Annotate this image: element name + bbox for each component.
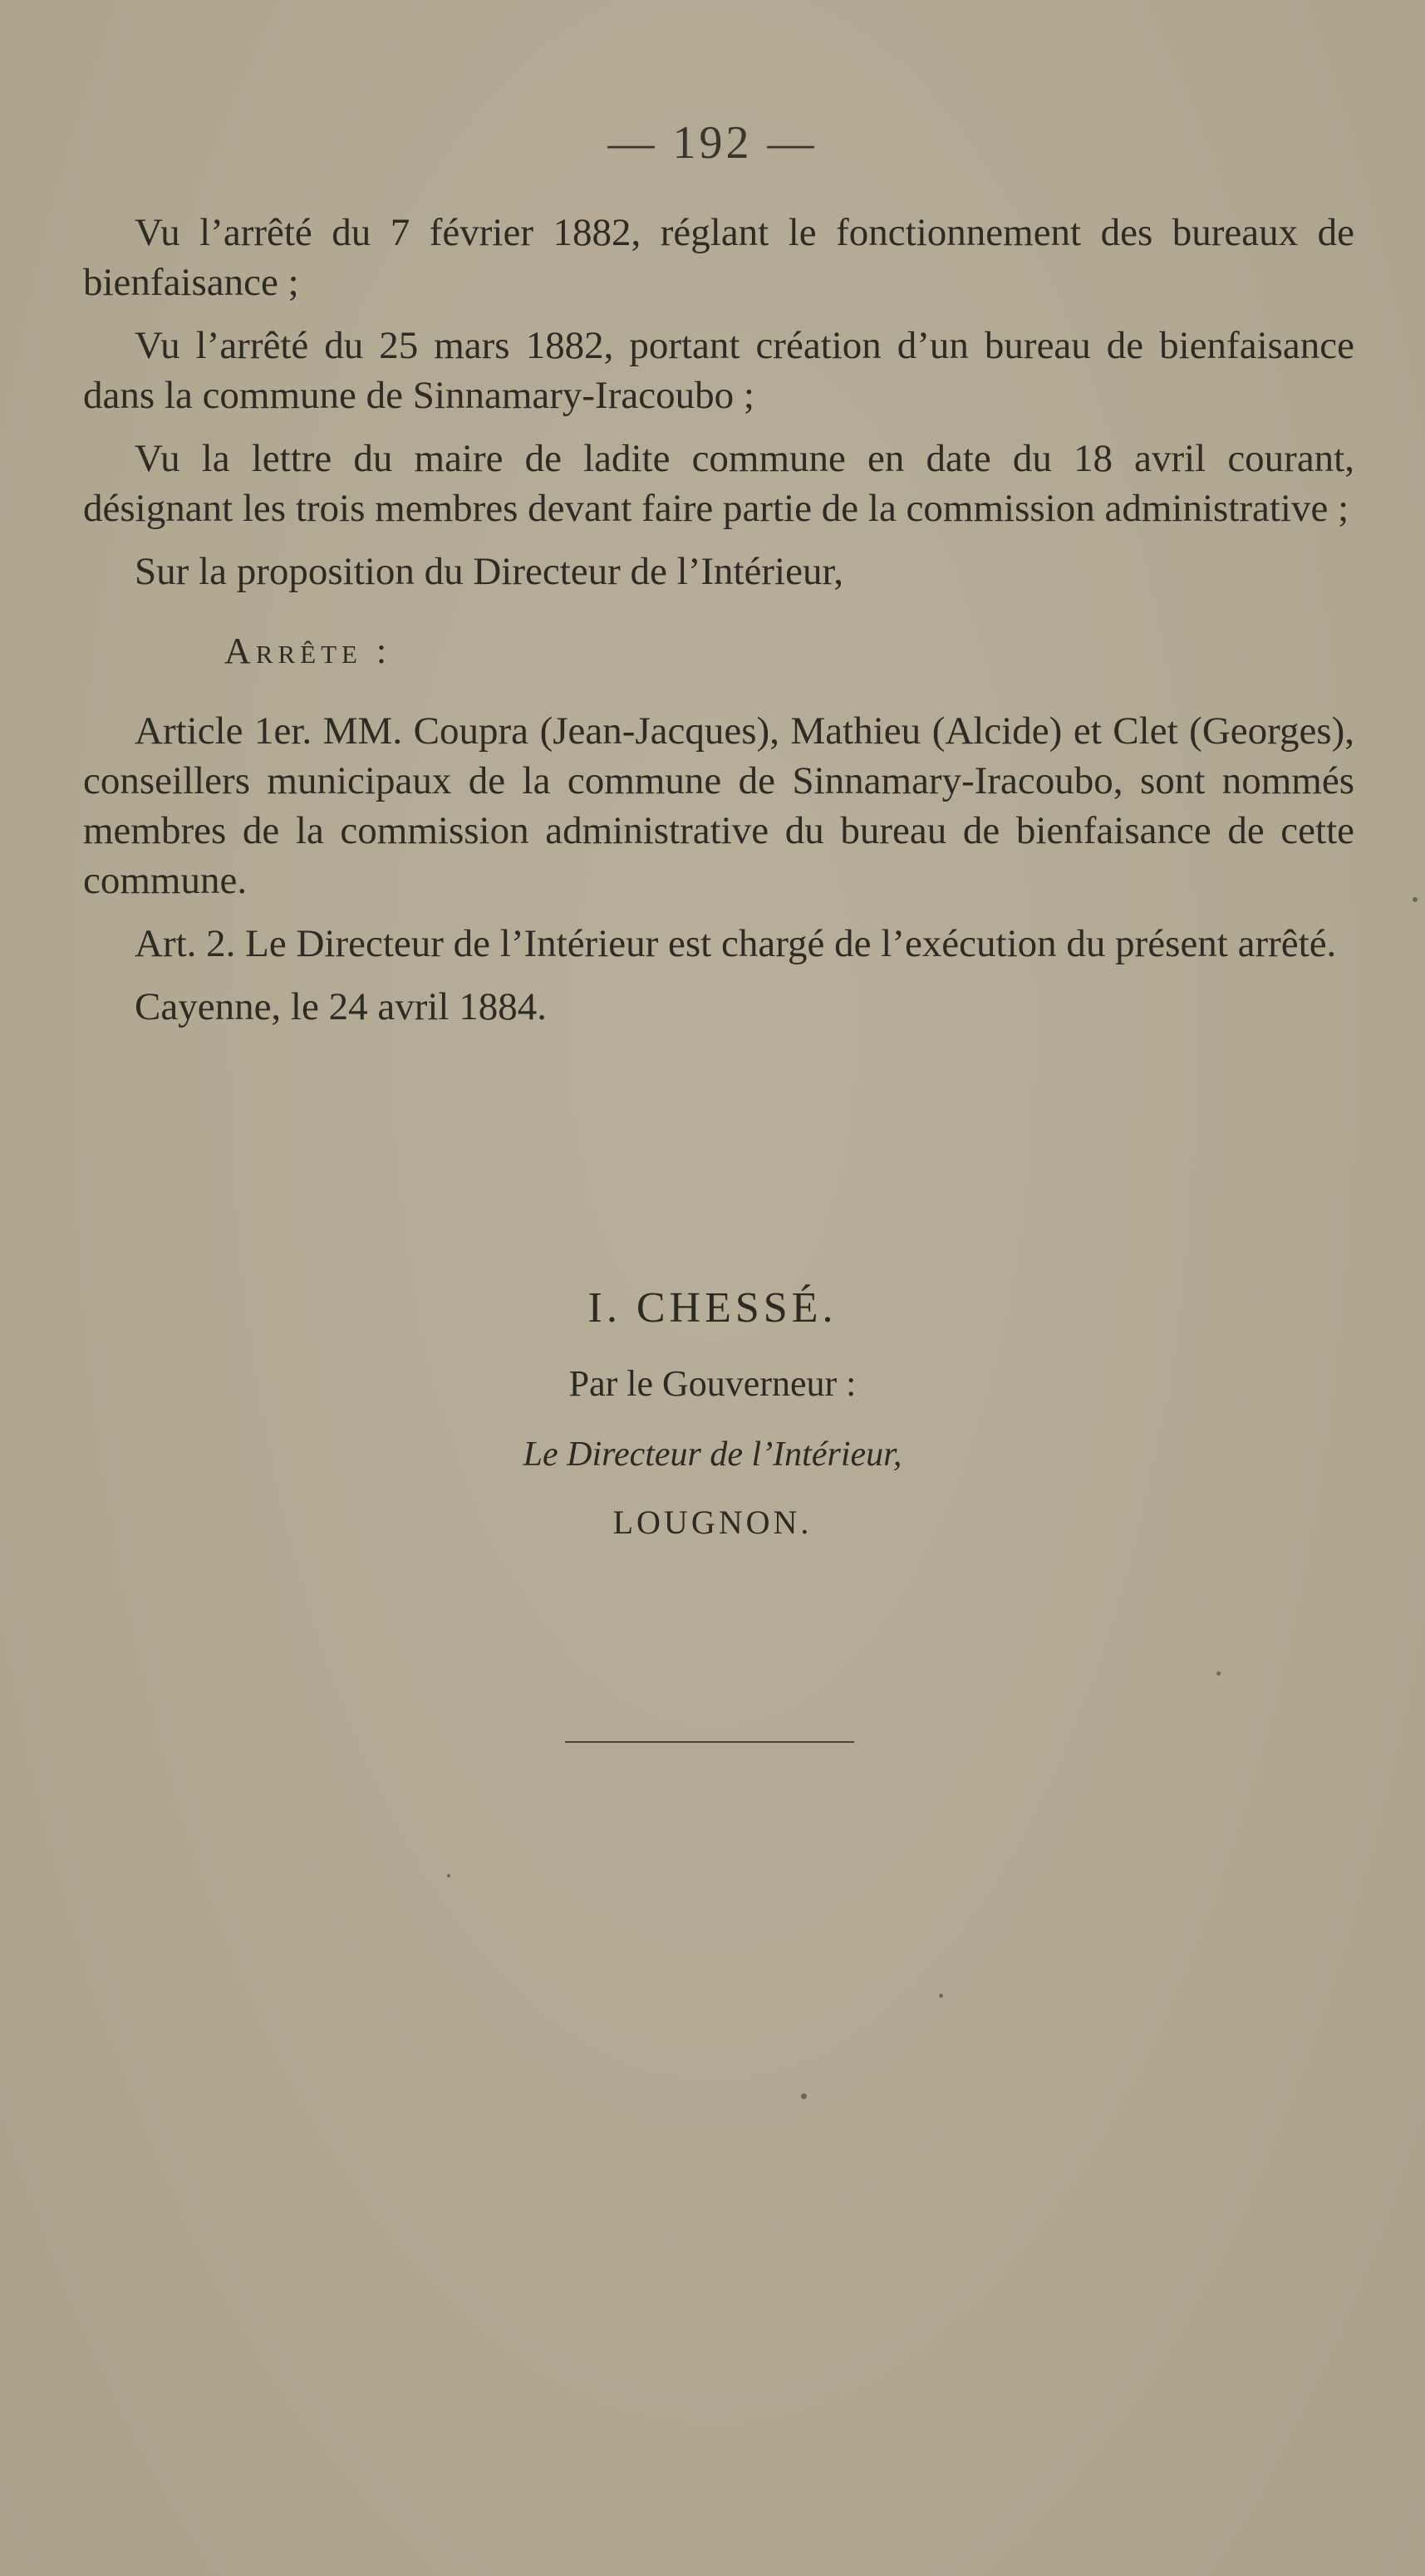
document-body: [83, 208, 1354, 1045]
paper-speck: [939, 1994, 943, 1998]
countersignatory-name: LOUGNON.: [612, 1504, 813, 1541]
signatory-name: I. CHESSÉ.: [587, 1284, 838, 1332]
paper-speck: [1413, 897, 1418, 902]
preamble-paragraph-4: Sur la proposition du Directeur de l’Intérieur,: [135, 550, 843, 593]
paper-speck: [801, 2093, 807, 2099]
closing-rule: [565, 1741, 854, 1743]
page-number: — 192 —: [607, 117, 818, 169]
preamble-paragraph-3: Vu la lettre du maire de ladite commune en date du 18 avril courant, désignant les trois membres devant faire partie de la commission administrative ;: [83, 437, 1354, 530]
paper-speck: [1216, 1671, 1221, 1676]
signatory-by-line: Par le Gouverneur :: [568, 1363, 857, 1404]
decree-heading: Arrête :: [224, 631, 392, 671]
signature-block: [0, 1283, 1425, 1542]
preamble-paragraph-1: Vu l’arrêté du 7 février 1882, réglant le fonctionnement des bureaux de bienfaisance ;: [83, 211, 1354, 304]
article-2: Art. 2. Le Directeur de l’Intérieur est chargé de l’exécution du présent arrêté.: [135, 922, 1337, 965]
paper-speck: [447, 1874, 450, 1877]
signatory-title: Le Directeur de l’Intérieur,: [523, 1435, 902, 1474]
preamble-paragraph-2: Vu l’arrêté du 25 mars 1882, portant création d’un bureau de bienfaisance dans la commune de Sinnamary-Iracoubo ;: [83, 324, 1354, 417]
article-1: Article 1er. MM. Coupra (Jean-Jacques), Mathieu (Alcide) et Clet (Georges), conseillers municipaux de la commune de Sinnamary-Iracoubo, sont nommés membres de la commission administrative du bureau de bienfaisance de cette commune.: [83, 709, 1354, 902]
closing-date: Cayenne, le 24 avril 1884.: [135, 985, 547, 1028]
